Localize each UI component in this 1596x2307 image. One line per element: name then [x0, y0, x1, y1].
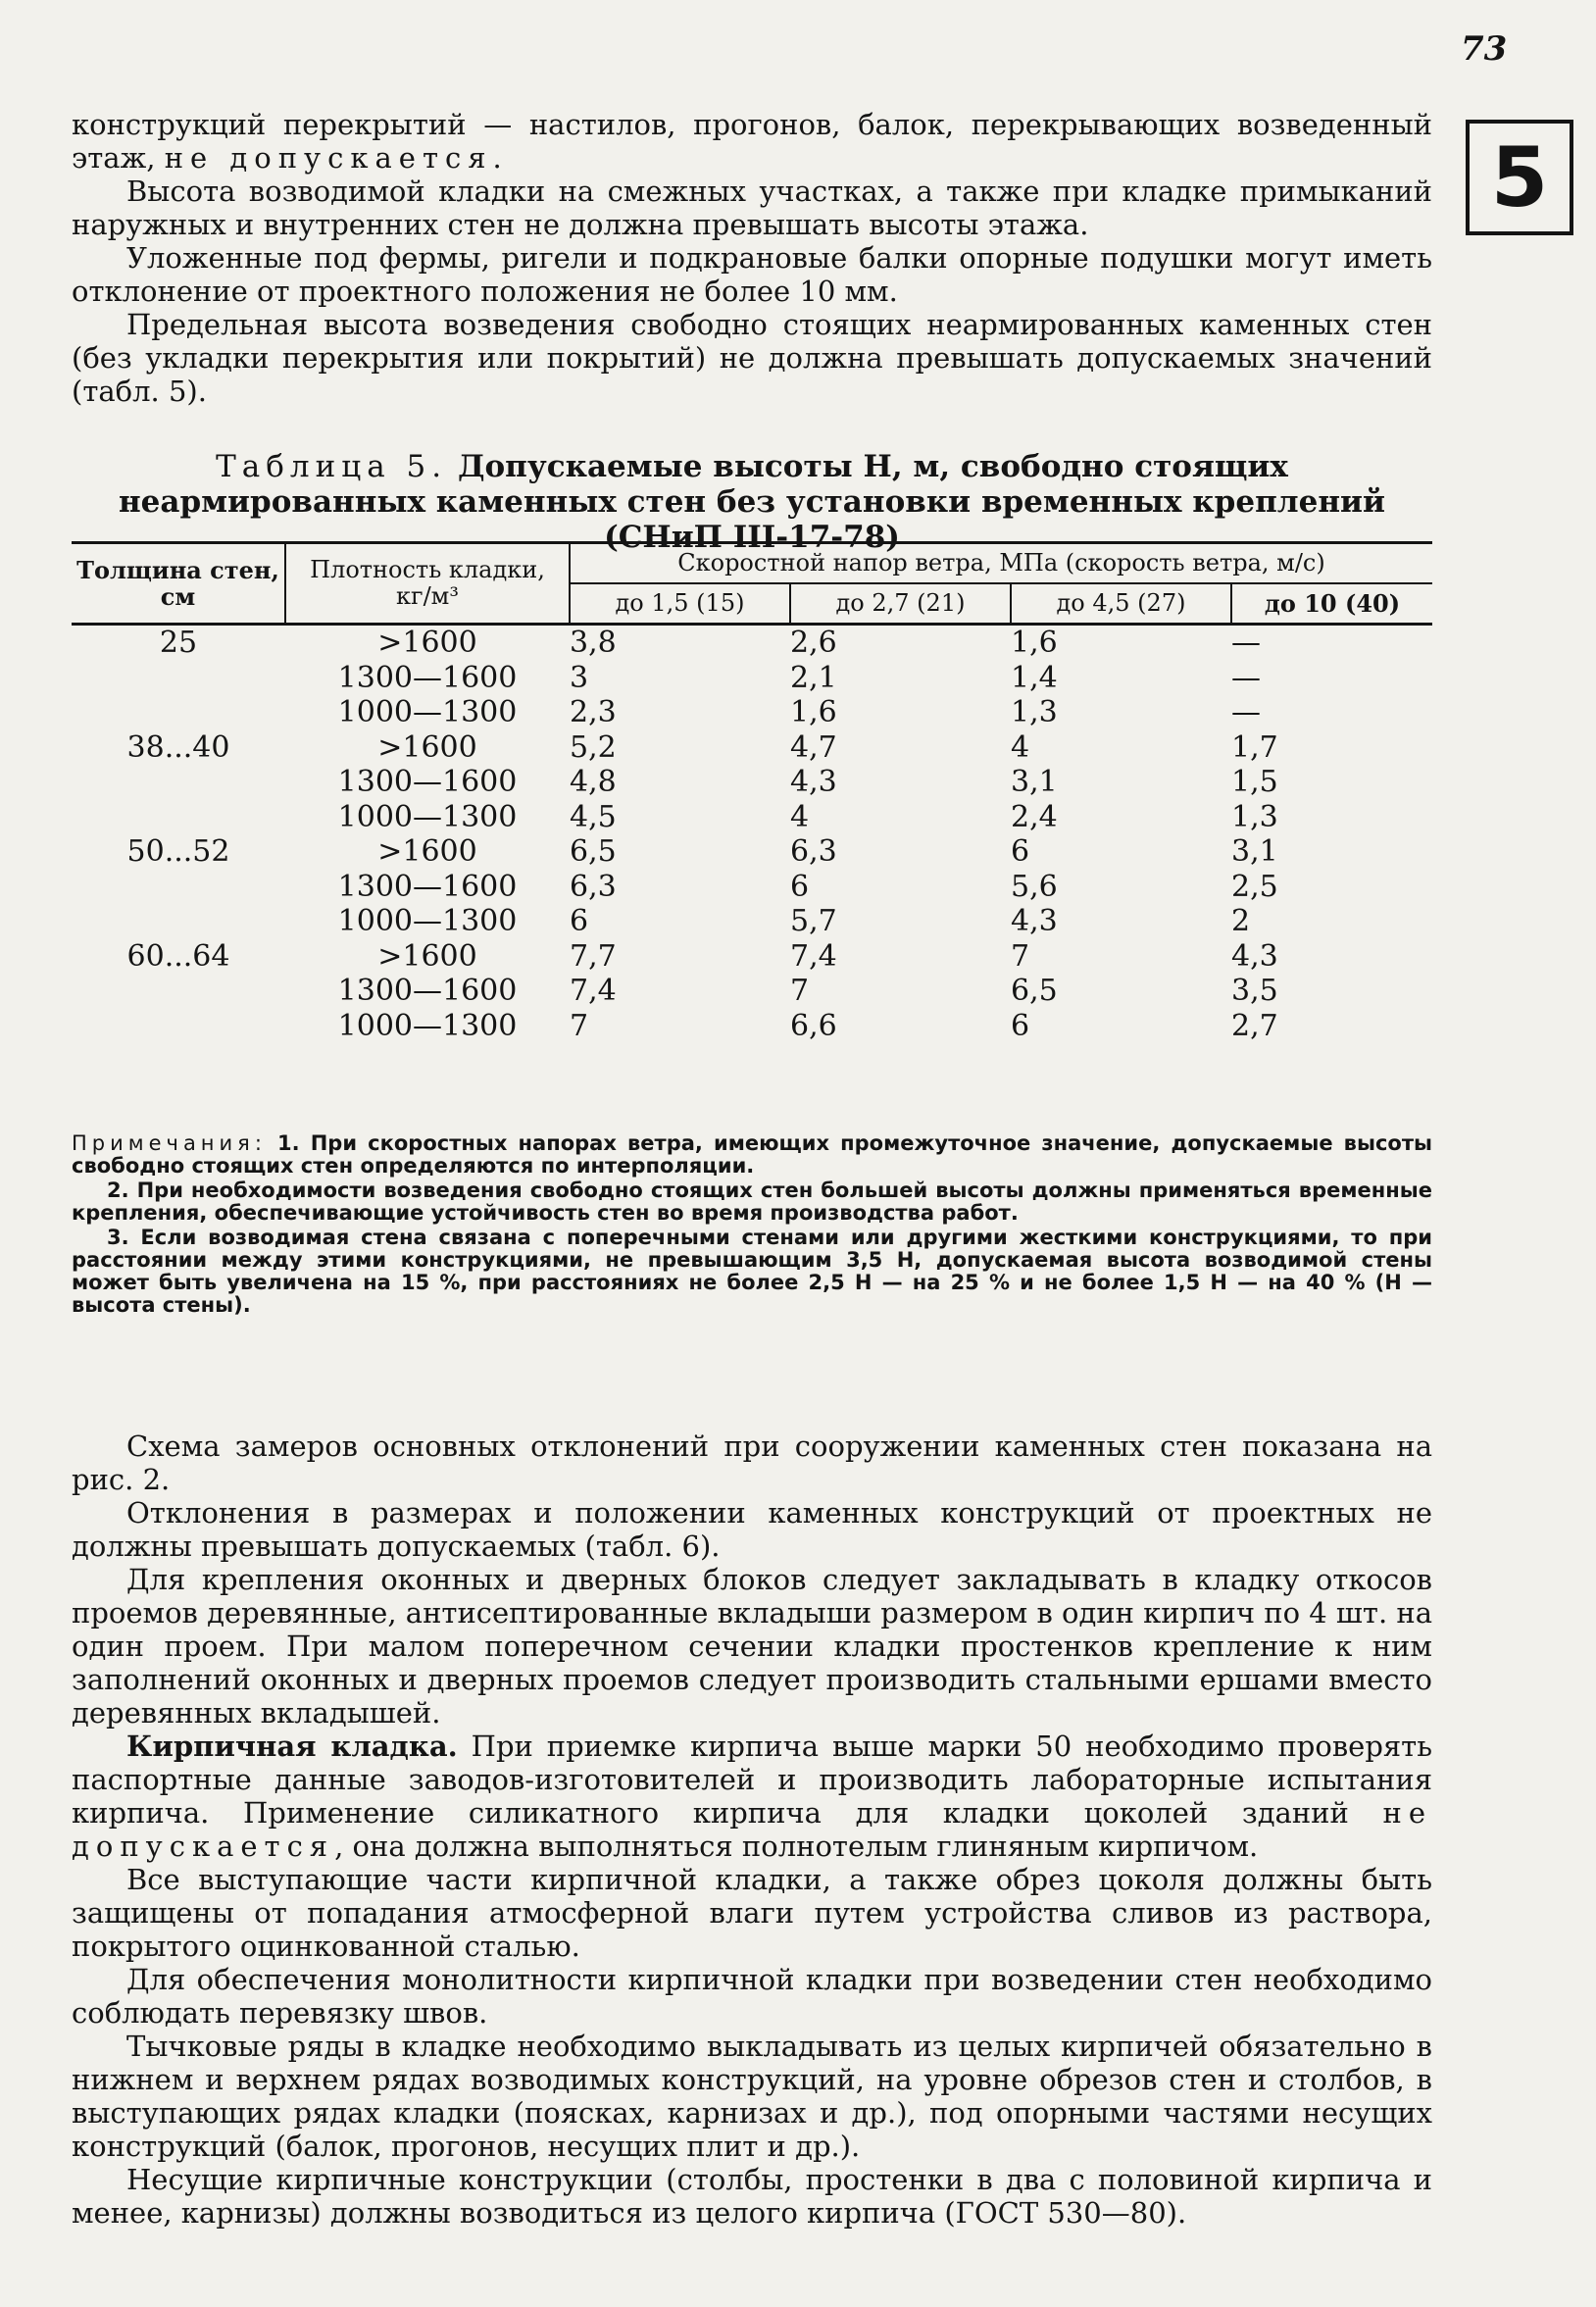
table-row — [72, 1009, 1432, 1044]
cell-thickness — [72, 800, 285, 835]
cell-density: >1600 — [377, 729, 477, 765]
cell-height: — — [1231, 695, 1261, 729]
cell-thickness — [72, 1009, 285, 1044]
cell-thickness — [72, 904, 285, 939]
cell-height: 7 — [1011, 938, 1030, 974]
cell-height: 3,8 — [570, 626, 617, 660]
table-row — [72, 625, 1432, 661]
cell-density: 1300—1600 — [337, 765, 518, 799]
cell-height: 6,5 — [1011, 974, 1058, 1008]
cell-density: 1000—1300 — [337, 695, 518, 729]
table-row — [72, 765, 1432, 800]
cell-height: 6 — [790, 869, 810, 904]
note: 3. Если возводимая стена связана с поперечными стенами или другими жесткими конструкциями, то при расстоянии между этими конструкциями, не превышающим 3,5 H, допускаемая высота возводимой стены может быть увеличена на 15 %, при расстояниях не более 2,5 H — на 25 % и не более 1,5 H — на 40 % (H — высота стены). — [72, 1226, 1432, 1317]
cell-height: 2,5 — [1231, 869, 1278, 904]
cell-height: 2,7 — [1231, 1008, 1278, 1043]
paragraph: Отклонения в размерах и положении каменных конструкций от проектных не должны превышать допускаемых (табл. 6). — [72, 1496, 1432, 1563]
cell-height: 2,3 — [570, 695, 617, 729]
cell-height: 4 — [1011, 729, 1030, 765]
cell-height: 4,3 — [790, 765, 837, 799]
paragraph: Высота возводимой кладки на смежных участках, а также при кладке примыканий наружных и внутренних стен не должна превышать высоты этажа. — [72, 175, 1432, 241]
table-notes — [72, 1132, 1432, 1319]
cell-height: 1,5 — [1231, 765, 1278, 799]
cell-height: 6 — [570, 904, 589, 938]
table-row — [72, 834, 1432, 870]
table-title: Допускаемые высоты H, м, свободно стоящих неармированных каменных стен без установки временных креплений (СНиП III-17-78) — [118, 449, 1386, 555]
table-row — [72, 870, 1432, 905]
paragraph: Для крепления оконных и дверных блоков следует закладывать в кладку откосов проемов деревянные, антисептированные вкладыши размером в один кирпич по 4 шт. на один проем. При малом поперечном сечении кладки простенков крепление к ним заполнений оконных и дверных проемов следует производить стальными ершами вместо деревянных вкладышей. — [72, 1563, 1432, 1730]
header-density: Плотность кладки, кг/м³ — [285, 543, 570, 625]
cell-thickness — [72, 870, 285, 905]
cell-thickness — [72, 765, 285, 800]
cell-height: 2,6 — [790, 626, 837, 660]
cell-height: 4,3 — [1231, 938, 1278, 974]
cell-height: 1,6 — [1011, 626, 1058, 660]
top-text — [72, 108, 1432, 408]
cell-density: >1600 — [377, 626, 477, 660]
cell-height: 4,8 — [570, 765, 617, 799]
table-label: Таблица 5. — [216, 449, 448, 484]
chapter-tab: 5 — [1466, 120, 1573, 235]
cell-height: 4,7 — [790, 729, 837, 765]
cell-height: — — [1231, 626, 1261, 660]
cell-height: 3,1 — [1231, 834, 1278, 869]
header-thickness: Толщина стен, см — [72, 543, 285, 625]
header-wind-col: до 1,5 (15) — [570, 583, 790, 625]
header-wind-col: до 10 (40) — [1231, 583, 1432, 625]
cell-height: 1,3 — [1231, 799, 1278, 834]
paragraph: Предельная высота возведения свободно стоящих неармированных каменных стен (без укладки перекрытия или покрытий) не должна превышать допускаемых значений (табл. 5). — [72, 308, 1432, 408]
cell-density: >1600 — [377, 938, 477, 974]
cell-height: 2,4 — [1011, 799, 1058, 834]
table-row — [72, 730, 1432, 766]
cell-height: 6,6 — [790, 1008, 837, 1043]
cell-height: 6,5 — [570, 834, 617, 869]
cell-density: 1300—1600 — [337, 869, 518, 904]
cell-density: 1300—1600 — [337, 974, 518, 1008]
paragraph: Кирпичная кладка. При приемке кирпича выше марки 50 необходимо проверять паспортные данные заводов-изготовителей и производить лабораторные испытания кирпича. Применение силикатного кирпича для кладки цоколей зданий не допускается, она должна выполняться полнотелым глиняным кирпичом. — [72, 1730, 1433, 1863]
paragraph: Все выступающие части кирпичной кладки, а также обрез цоколя должны быть защищены от попадания атмосферной влаги путем устройства сливов из раствора, покрытого оцинкованной сталью. — [72, 1863, 1432, 1963]
cell-thickness — [72, 695, 285, 730]
cell-thickness: 25 — [159, 626, 198, 660]
cell-height: 7,4 — [570, 974, 617, 1008]
header-wind: Скоростной напор ветра, МПа (скорость ветра, м/с) — [570, 543, 1432, 584]
cell-density: 1000—1300 — [337, 904, 518, 938]
cell-height: 4 — [790, 799, 810, 834]
cell-density: 1000—1300 — [337, 1008, 518, 1043]
cell-height: 1,3 — [1011, 695, 1058, 729]
bottom-text — [72, 1429, 1432, 2230]
table-row — [72, 904, 1432, 939]
cell-height: 4,5 — [570, 799, 617, 834]
table-5 — [72, 541, 1432, 1043]
table-row — [72, 661, 1432, 696]
paragraph: Уложенные под фермы, ригели и подкрановые балки опорные подушки могут иметь отклонение от проектного положения не более 10 мм. — [72, 241, 1432, 308]
table-row — [72, 974, 1432, 1009]
cell-height: 3,1 — [1011, 765, 1058, 799]
cell-height: 1,7 — [1231, 729, 1278, 765]
note: Примечания: 1. При скоростных напорах ветра, имеющих промежуточное значение, допускаемые высоты свободно стоящих стен определяются по интерполяции. — [72, 1131, 1432, 1178]
cell-height: 3,5 — [1231, 974, 1278, 1008]
cell-height: 6 — [1011, 1008, 1030, 1043]
paragraph: Тычковые ряды в кладке необходимо выкладывать из целых кирпичей обязательно в нижнем и верхнем рядах возводимых конструкций, на уровне обрезов стен и столбов, в выступающих рядах кладки (поясках, карнизах и др.), под опорными частями несущих конструкций (балок, прогонов, несущих плит и др.). — [72, 2030, 1432, 2163]
header-wind-col: до 4,5 (27) — [1011, 583, 1231, 625]
paragraph: Схема замеров основных отклонений при сооружении каменных стен показана на рис. 2. — [72, 1429, 1432, 1496]
cell-height: 7,4 — [790, 938, 837, 974]
cell-height: 4,3 — [1011, 904, 1058, 938]
paragraph: Для обеспечения монолитности кирпичной кладки при возведении стен необходимо соблюдать перевязку швов. — [72, 1963, 1432, 2030]
cell-thickness — [72, 974, 285, 1009]
cell-height: 5,7 — [790, 904, 837, 938]
paragraph: конструкций перекрытий — настилов, прогонов, балок, перекрывающих возведенный этаж, не допускается. — [72, 108, 1432, 175]
cell-thickness — [72, 661, 285, 696]
cell-height: 1,6 — [790, 695, 837, 729]
table-row — [72, 800, 1432, 835]
table-row — [72, 939, 1432, 975]
cell-height: 6 — [1011, 834, 1030, 869]
cell-thickness: 50...52 — [126, 834, 230, 869]
paragraph: Несущие кирпичные конструкции (столбы, простенки в два с половиной кирпича и менее, карнизы) должны возводиться из целого кирпича (ГОСТ 530—80). — [72, 2163, 1432, 2230]
cell-density: 1300—1600 — [337, 660, 518, 695]
table-caption — [72, 449, 1432, 555]
cell-height: 5,2 — [570, 729, 617, 765]
cell-thickness: 60...64 — [126, 938, 230, 974]
cell-height: 7 — [790, 974, 810, 1008]
cell-height: 5,6 — [1011, 869, 1058, 904]
cell-density: >1600 — [377, 834, 477, 869]
page-number: 73 — [1461, 29, 1508, 69]
cell-height: 2,1 — [790, 660, 837, 695]
cell-density: 1000—1300 — [337, 799, 518, 834]
cell-height: — — [1231, 660, 1261, 695]
cell-height: 7,7 — [570, 938, 617, 974]
cell-height: 2 — [1231, 904, 1251, 938]
cell-height: 1,4 — [1011, 660, 1058, 695]
cell-height: 7 — [570, 1008, 589, 1043]
table-row — [72, 695, 1432, 730]
cell-height: 6,3 — [570, 869, 617, 904]
note: 2. При необходимости возведения свободно стоящих стен большей высоты должны применяться временные крепления, обеспечивающие устойчивость стен во время производства работ. — [72, 1179, 1432, 1225]
header-wind-col: до 2,7 (21) — [790, 583, 1011, 625]
cell-height: 6,3 — [790, 834, 837, 869]
cell-height: 3 — [570, 660, 589, 695]
cell-thickness: 38...40 — [126, 729, 230, 765]
